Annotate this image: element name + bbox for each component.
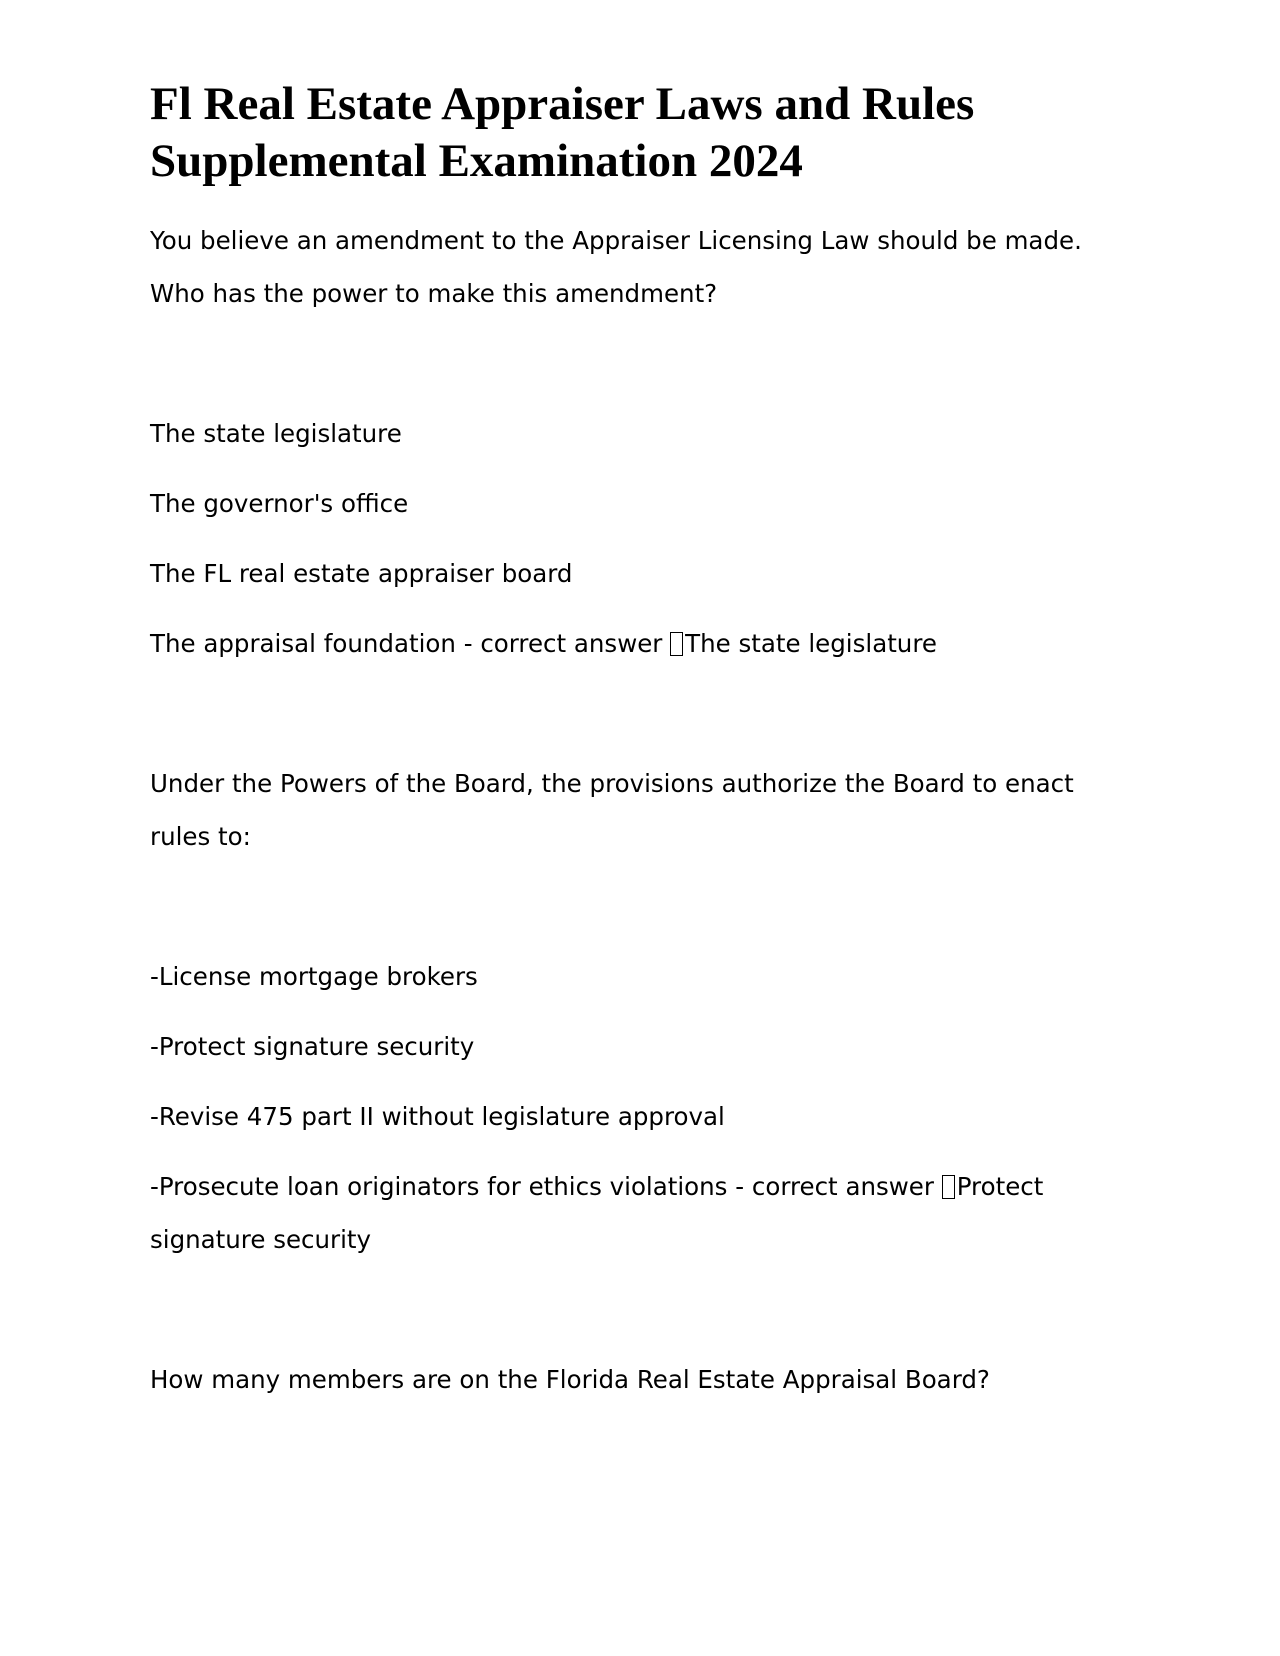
question-2-text: Under the Powers of the Board, the provisions authorize the Board to enact rules to: [150, 769, 1074, 851]
document-page [150, 76, 1130, 1406]
question-2-option-1: -License mortgage brokers [150, 962, 478, 991]
question-3-text: How many members are on the Florida Real Estate Appraisal Board? [150, 1365, 990, 1394]
question-1-option-4-with-answer [150, 617, 1130, 670]
document-title: Fl Real Estate Appraiser Laws and Rules Supplemental Examination 2024 [150, 78, 975, 187]
question-1-answer: The state legislature [685, 629, 937, 658]
answer-marker-icon [942, 1175, 955, 1199]
question-2-option-3: -Revise 475 part II without legislature approval [150, 1102, 725, 1131]
question-1-option-2: The governor's office [150, 489, 409, 518]
question-1-option-3: The FL real estate appraiser board [150, 559, 573, 588]
question-1-option-1: The state legislature [150, 419, 402, 448]
question-2-option-2: -Protect signature security [150, 1032, 475, 1061]
question-1-option-4: The appraisal foundation - correct answer [150, 629, 671, 658]
question-2-option-4-with-answer [150, 1160, 1130, 1266]
question-1-text: You believe an amendment to the Appraiser Licensing Law should be made. Who has the power to make this amendment? [150, 226, 1082, 308]
answer-marker-icon [670, 632, 683, 656]
question-2-answer: Protect signature security [150, 1172, 1044, 1254]
question-2-option-4: -Prosecute loan originators for ethics violations - correct answer [150, 1172, 942, 1201]
